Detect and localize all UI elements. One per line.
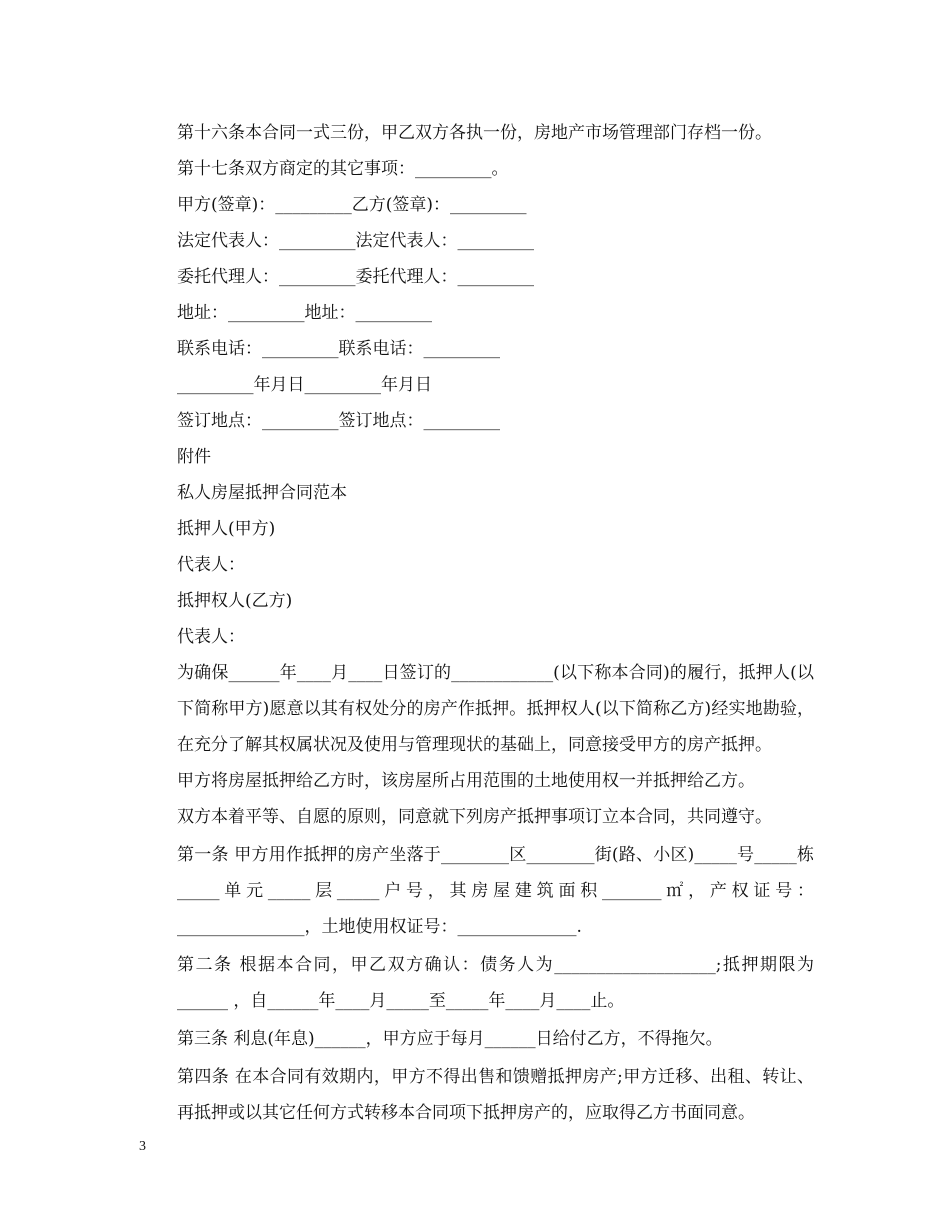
page-number: 3 bbox=[139, 1139, 146, 1154]
mortgagor-representative: 代表人： bbox=[177, 555, 245, 575]
signature-seal-line: 甲方(签章)：_________乙方(签章)：_________ bbox=[177, 195, 527, 215]
mortgagee-label: 抵押权人(乙方) bbox=[177, 591, 293, 611]
contract-title: 私人房屋抵押合同范本 bbox=[177, 483, 347, 503]
clause-16: 第十六条本合同一式三份，甲乙双方各执一份，房地产市场管理部门存档一份。 bbox=[177, 123, 772, 143]
principle-paragraph: 双方本着平等、自愿的原则，同意就下列房产抵押事项订立本合同，共同遵守。 bbox=[177, 807, 772, 827]
article-4: 第四条 在本合同有效期内，甲方不得出售和馈赠抵押房产;甲方迁移、出租、转让、再抵押或以其它任何方式转移本合同项下抵押房产的，应取得乙方书面同意。 bbox=[177, 1067, 814, 1123]
phone-line: 联系电话：_________联系电话：_________ bbox=[177, 339, 500, 359]
preamble-paragraph: 为确保______年____月____日签订的____________(以下称本合同)的履行，抵押人(以下简称甲方)愿意以其有权处分的房产作抵押。抵押权人(以下简称乙方)经实地勘验，在充分了解其权属状况及使用与管理现状的基础上，同意接受甲方的房产抵押。 bbox=[177, 663, 814, 755]
clause-17: 第十七条双方商定的其它事项：_________。 bbox=[177, 159, 509, 179]
authorized-agent-line: 委托代理人：_________委托代理人：_________ bbox=[177, 267, 534, 287]
document-body bbox=[139, 115, 814, 1131]
article-3: 第三条 利息(年息)______，甲方应于每月______日给付乙方，不得拖欠。 bbox=[177, 1029, 723, 1049]
mortgagee-representative: 代表人： bbox=[177, 627, 245, 647]
attachment-heading: 附件 bbox=[177, 447, 211, 467]
address-line: 地址：_________地址：_________ bbox=[177, 303, 432, 323]
signing-place-line: 签订地点：_________签订地点：_________ bbox=[177, 411, 500, 431]
article-1: 第一条 甲方用作抵押的房产坐落于________区________街(路、小区)_____号_____栋_____单元_____层_____户号，其房屋建筑面积_______㎡，产权证号：_______________，土地使用权证号：______________. bbox=[177, 845, 814, 937]
article-2: 第二条 根据本合同，甲乙双方确认：债务人为___________________;抵押期限为______ ，自______年____月_____至_____年____月____止。 bbox=[177, 955, 814, 1011]
mortgagor-label: 抵押人(甲方) bbox=[177, 519, 276, 539]
legal-representative-line: 法定代表人：_________法定代表人：_________ bbox=[177, 231, 534, 251]
date-line: _________年月日_________年月日 bbox=[177, 375, 432, 395]
land-use-paragraph: 甲方将房屋抵押给乙方时，该房屋所占用范围的土地使用权一并抵押给乙方。 bbox=[177, 771, 755, 791]
